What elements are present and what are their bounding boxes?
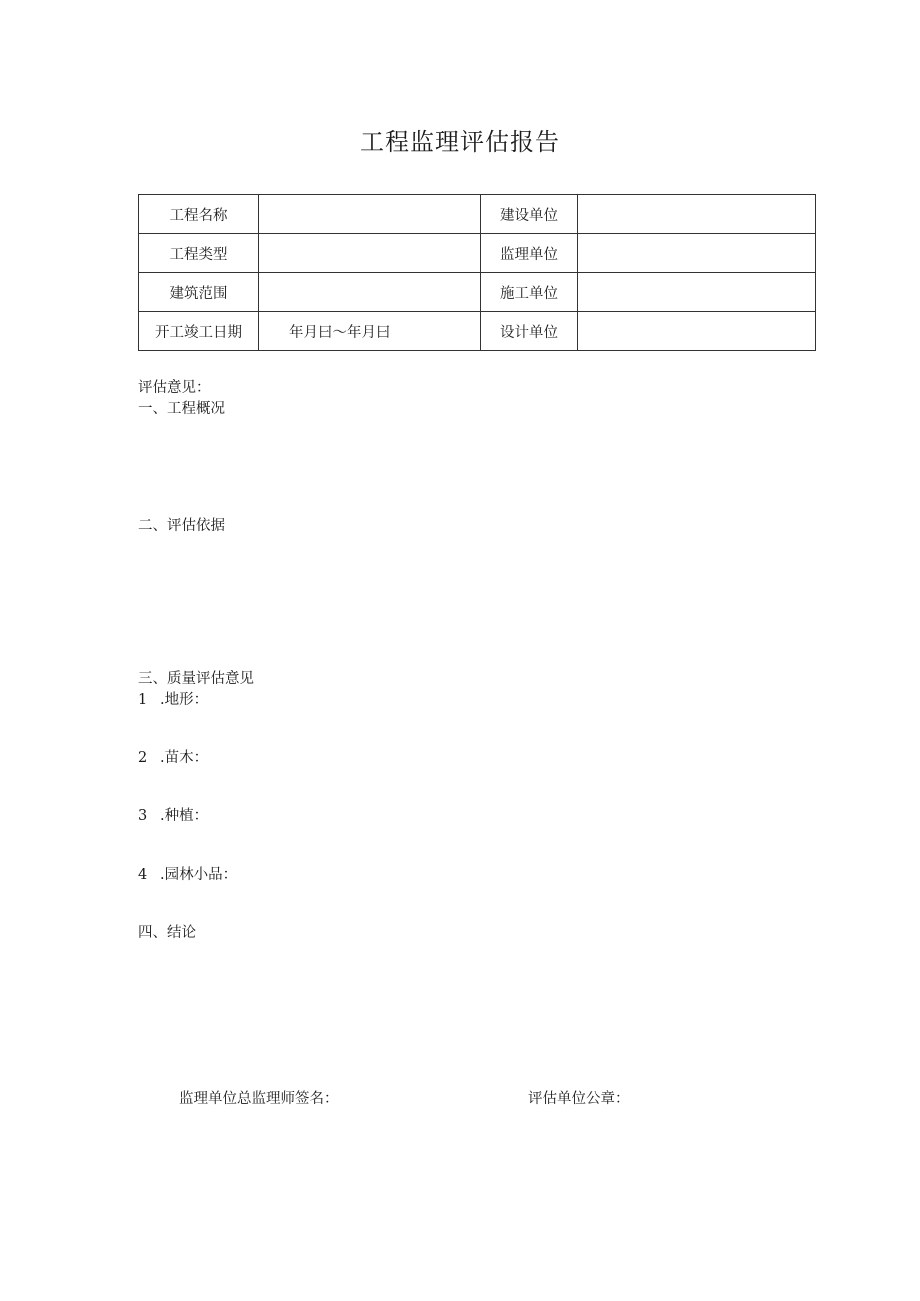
label-supervision-unit: 监理单位	[481, 234, 578, 273]
item-number: 2	[138, 750, 148, 766]
list-item	[138, 688, 208, 709]
signature-evaluation-seal: 评估单位公章：	[528, 1091, 630, 1107]
list-item	[138, 804, 208, 825]
label-building-scope: 建筑范围	[139, 273, 259, 312]
label-start-end-date: 开工竣工日期	[139, 312, 259, 351]
value-supervision-unit	[578, 234, 816, 273]
opinion-heading: 评估意见：	[138, 380, 211, 396]
label-project-name: 工程名称	[139, 195, 259, 234]
project-info-table	[138, 194, 816, 351]
value-design-unit	[578, 312, 816, 351]
value-building-scope	[259, 273, 481, 312]
item-text: .地形：	[160, 692, 209, 708]
item-text: .苗木：	[160, 750, 209, 766]
value-project-name	[259, 195, 481, 234]
label-contractor-unit: 施工单位	[481, 273, 578, 312]
value-construction-unit	[578, 195, 816, 234]
list-item	[138, 863, 237, 884]
item-number: 4	[138, 867, 148, 883]
table-row	[139, 195, 816, 234]
section-evaluation-basis: 二、评估依据	[138, 518, 225, 534]
item-number: 1	[138, 692, 148, 708]
label-design-unit: 设计单位	[481, 312, 578, 351]
item-text: .园林小品：	[160, 867, 238, 883]
item-number: 3	[138, 808, 148, 824]
table-row	[139, 312, 816, 351]
document-title: 工程监理评估报告	[360, 128, 560, 156]
label-project-type: 工程类型	[139, 234, 259, 273]
section-project-overview: 一、工程概况	[138, 401, 225, 417]
value-contractor-unit	[578, 273, 816, 312]
table-row	[139, 273, 816, 312]
list-item	[138, 746, 208, 767]
signature-chief-supervisor: 监理单位总监理师签名：	[179, 1091, 339, 1107]
section-conclusion: 四、结论	[138, 925, 196, 941]
table-row	[139, 234, 816, 273]
section-quality-opinion: 三、质量评估意见	[138, 671, 254, 687]
value-project-type	[259, 234, 481, 273]
item-text: .种植：	[160, 808, 209, 824]
value-start-end-date: 年月曰～年月曰	[259, 312, 481, 351]
label-construction-unit: 建设单位	[481, 195, 578, 234]
